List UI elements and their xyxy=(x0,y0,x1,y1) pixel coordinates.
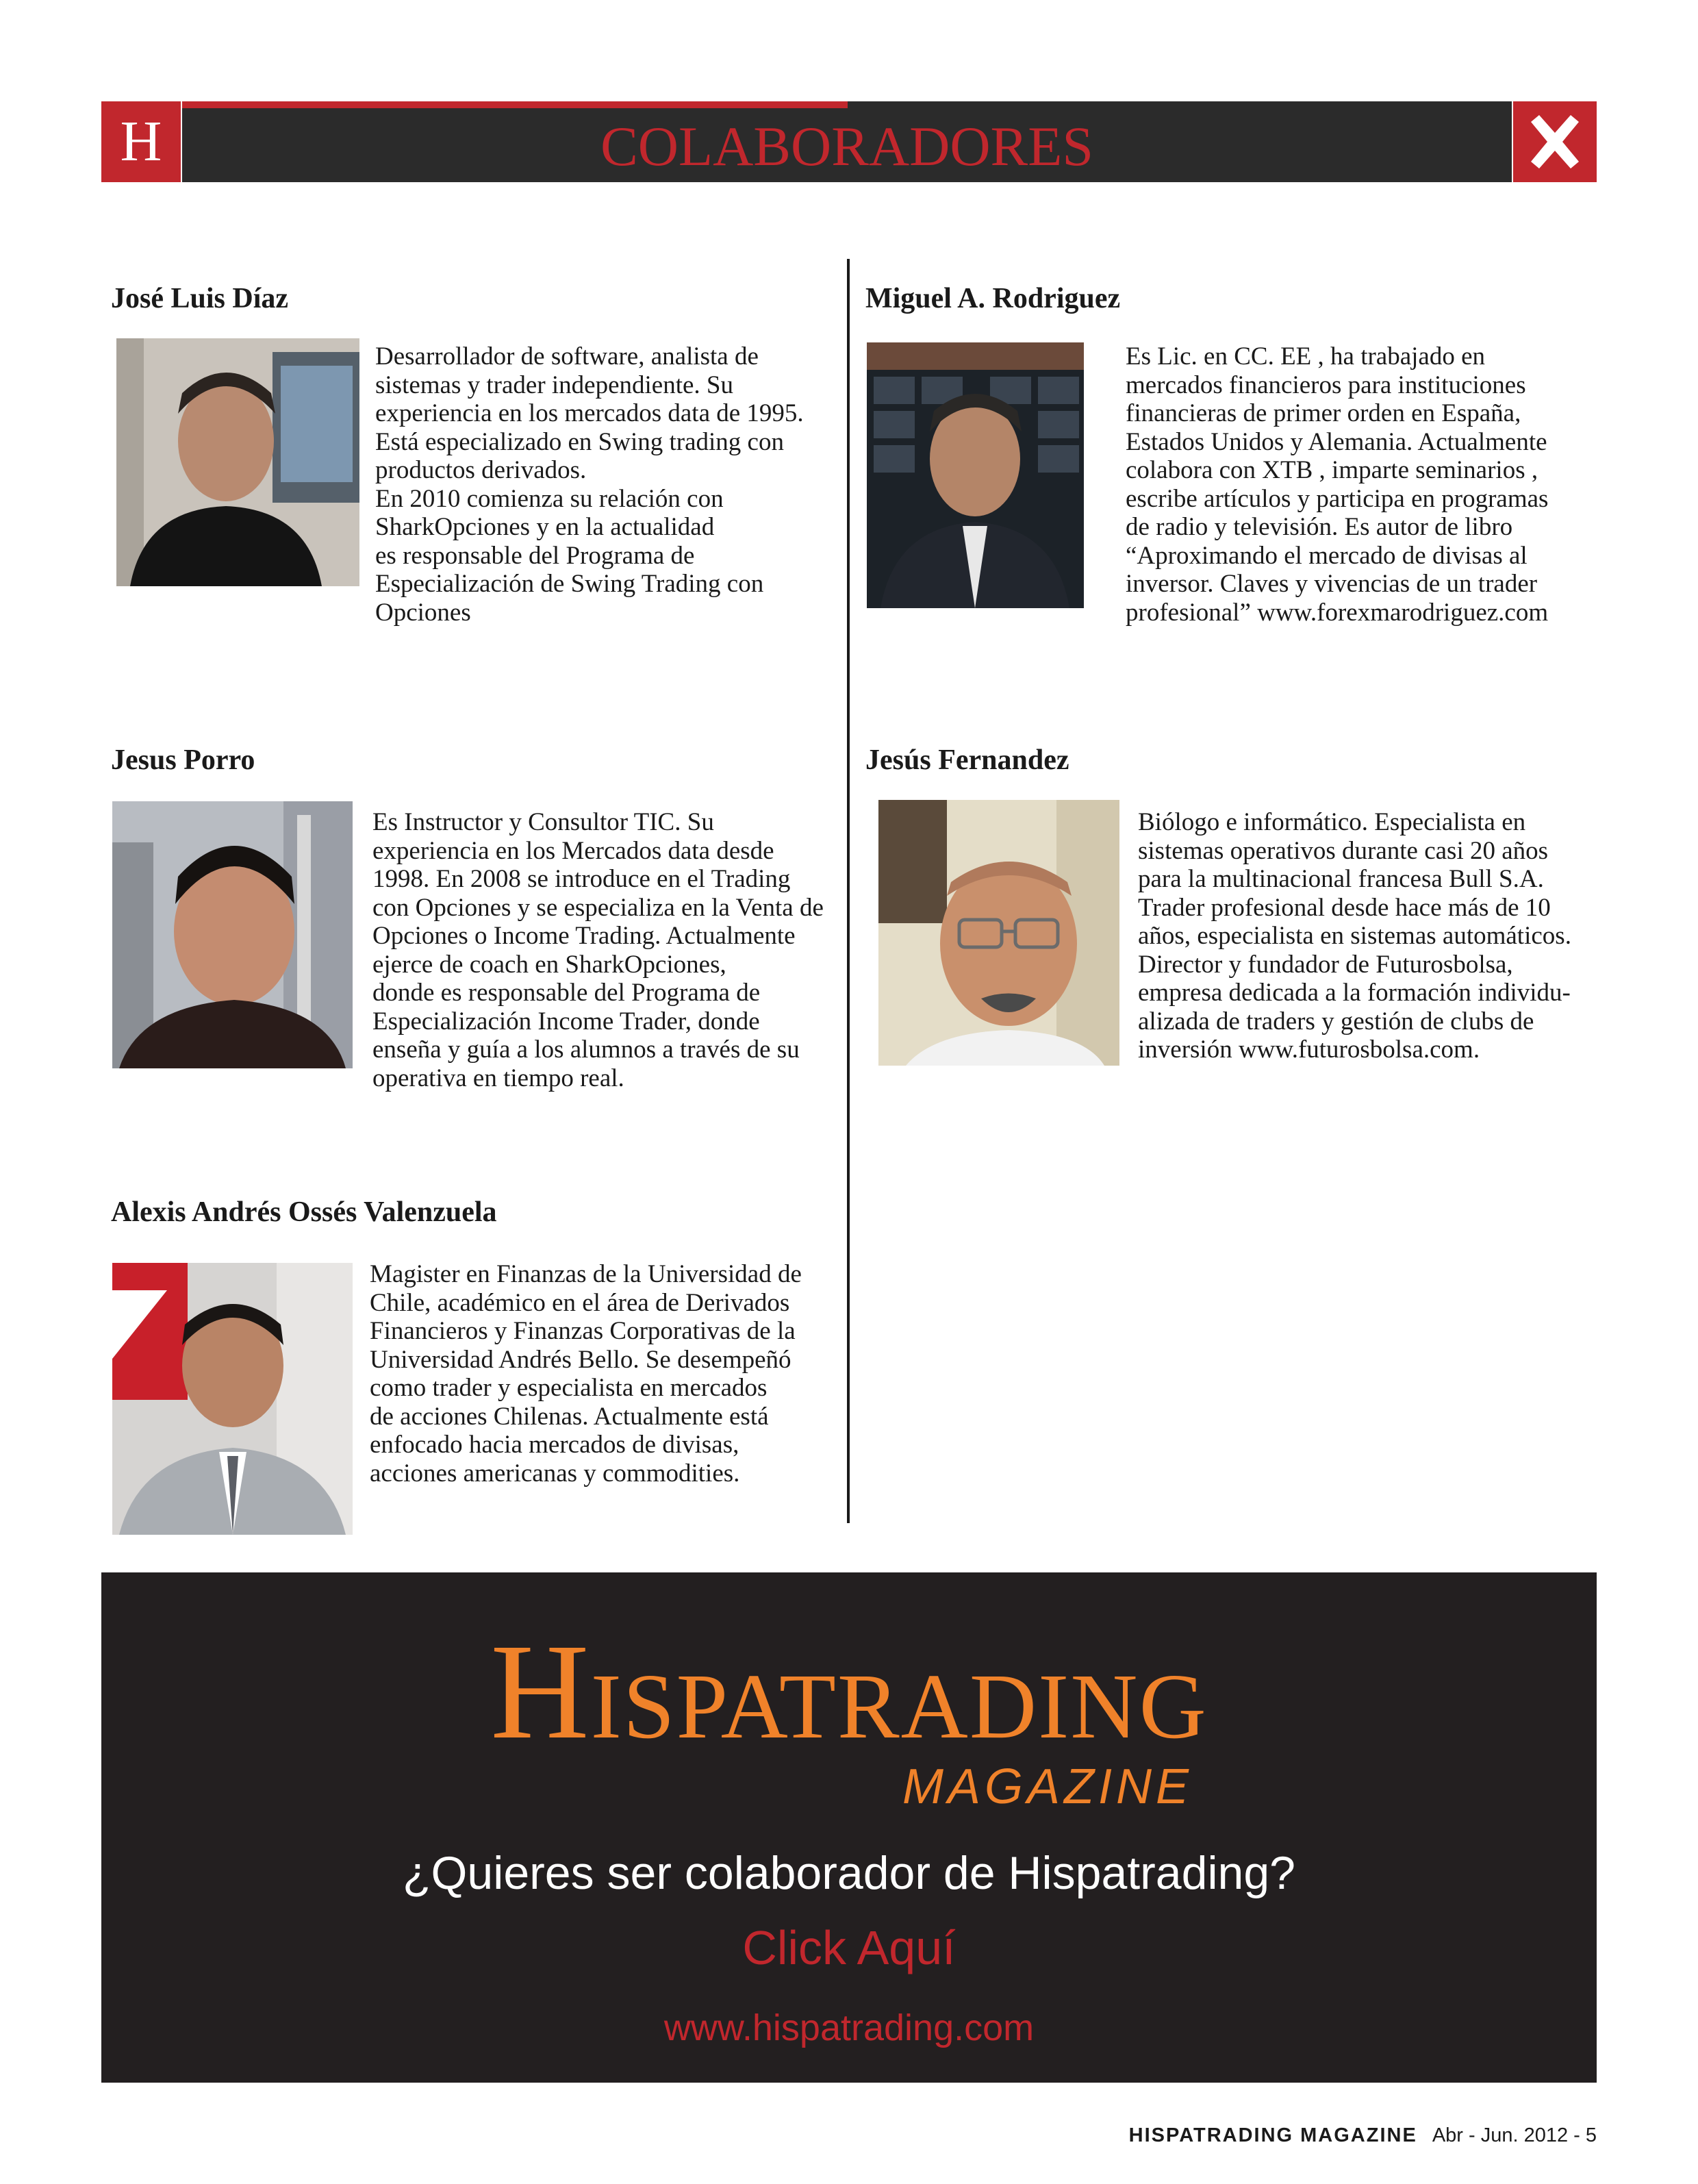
contributor-name: José Luis Díaz xyxy=(111,283,289,314)
contributor-photo xyxy=(878,800,1119,1066)
close-button[interactable] xyxy=(1513,101,1597,182)
ad-brand-subtitle: MAGAZINE xyxy=(902,1759,1193,1814)
footer-issue: Abr - Jun. 2012 - 5 xyxy=(1432,2124,1597,2146)
column-divider xyxy=(847,259,850,1523)
close-x-icon xyxy=(1525,112,1584,171)
ad-brand-logo xyxy=(101,1616,1597,1768)
contributor-name: Alexis Andrés Ossés Valenzuela xyxy=(111,1196,497,1228)
ad-brand-rest: ISPATRADING xyxy=(590,1655,1208,1758)
ad-url-link[interactable]: www.hispatrading.com xyxy=(663,2007,1035,2048)
contributor-photo xyxy=(116,338,359,586)
contributor-name: Jesus Porro xyxy=(111,744,255,776)
page-title: COLABORADORES xyxy=(600,115,1093,177)
ad-question: ¿Quieres ser colaborador de Hispatrading? xyxy=(402,1847,1296,1899)
ad-brand-first-letter: H xyxy=(490,1616,591,1768)
footer-magazine-name: HISPATRADING MAGAZINE xyxy=(1128,2124,1417,2146)
page-footer xyxy=(1129,2124,1597,2147)
contributor-bio: Es Lic. en CC. EE , ha trabajado en mercados financieros para instituciones financieras de primer orden en España, Estados Unidos y Alemania. Actualmente colabora con XTB , imparte seminarios , escribe artículos y participa en programas de radio y televisión. Es autor de libro “Aproximando el mercado de divisas al inversor. Claves y vivencias de un trader profesional” www.forexmarodriguez.com xyxy=(1126,342,1549,627)
logo-h: H xyxy=(101,101,181,182)
contributor-name: Miguel A. Rodriguez xyxy=(865,283,1121,314)
contributor-bio: Desarrollador de software, analista de sistemas y trader independiente. Su experiencia en los mercados data de 1995. Está especializado en Swing trading con productos derivados. En 2010 comienza su relación con SharkOpciones y en la actualidad es responsable del Programa de Especialización de Swing Trading con Opciones xyxy=(375,342,804,627)
contributor-bio: Es Instructor y Consultor TIC. Su experiencia en los Mercados data desde 1998. En 2008 se introduce en el Trading con Opciones y se especializa en la Venta de Opciones o Income Trading. Actualmente ejerce de coach en SharkOpciones, donde es responsable del Programa de Especialización Income Trader, donde enseña y guía a los alumnos a través de su operativa en tiempo real. xyxy=(372,808,824,1092)
contributor-photo xyxy=(112,1263,353,1535)
contributor-bio: Magister en Finanzas de la Universidad de Chile, académico en el área de Derivados Financieros y Finanzas Corporativas de la Universidad Andrés Bello. Se desempeñó como trader y especialista en mercados de acciones Chilenas. Actualmente está enfocado hacia mercados de divisas, acciones americanas y commodities. xyxy=(370,1260,802,1488)
contributor-photo xyxy=(867,342,1084,608)
contributor-bio: Biólogo e informático. Especialista en sistemas operativos durante casi 20 años para la multinacional francesa Bull S.A. Trader profesional desde hace más de 10 años, especialista en sistemas automáticos. Director y fundador de Futurosbolsa, empresa dedicada a la formación individu- alizada de traders y gestión de clubs de inversión www.futurosbolsa.com. xyxy=(1138,808,1571,1064)
contributor-photo xyxy=(112,801,353,1068)
collaborator-ad[interactable] xyxy=(101,1572,1597,2083)
header-accent-line xyxy=(182,101,848,108)
contributor-name: Jesús Fernandez xyxy=(865,744,1069,776)
ad-click-link[interactable]: Click Aquí xyxy=(742,1921,956,1974)
